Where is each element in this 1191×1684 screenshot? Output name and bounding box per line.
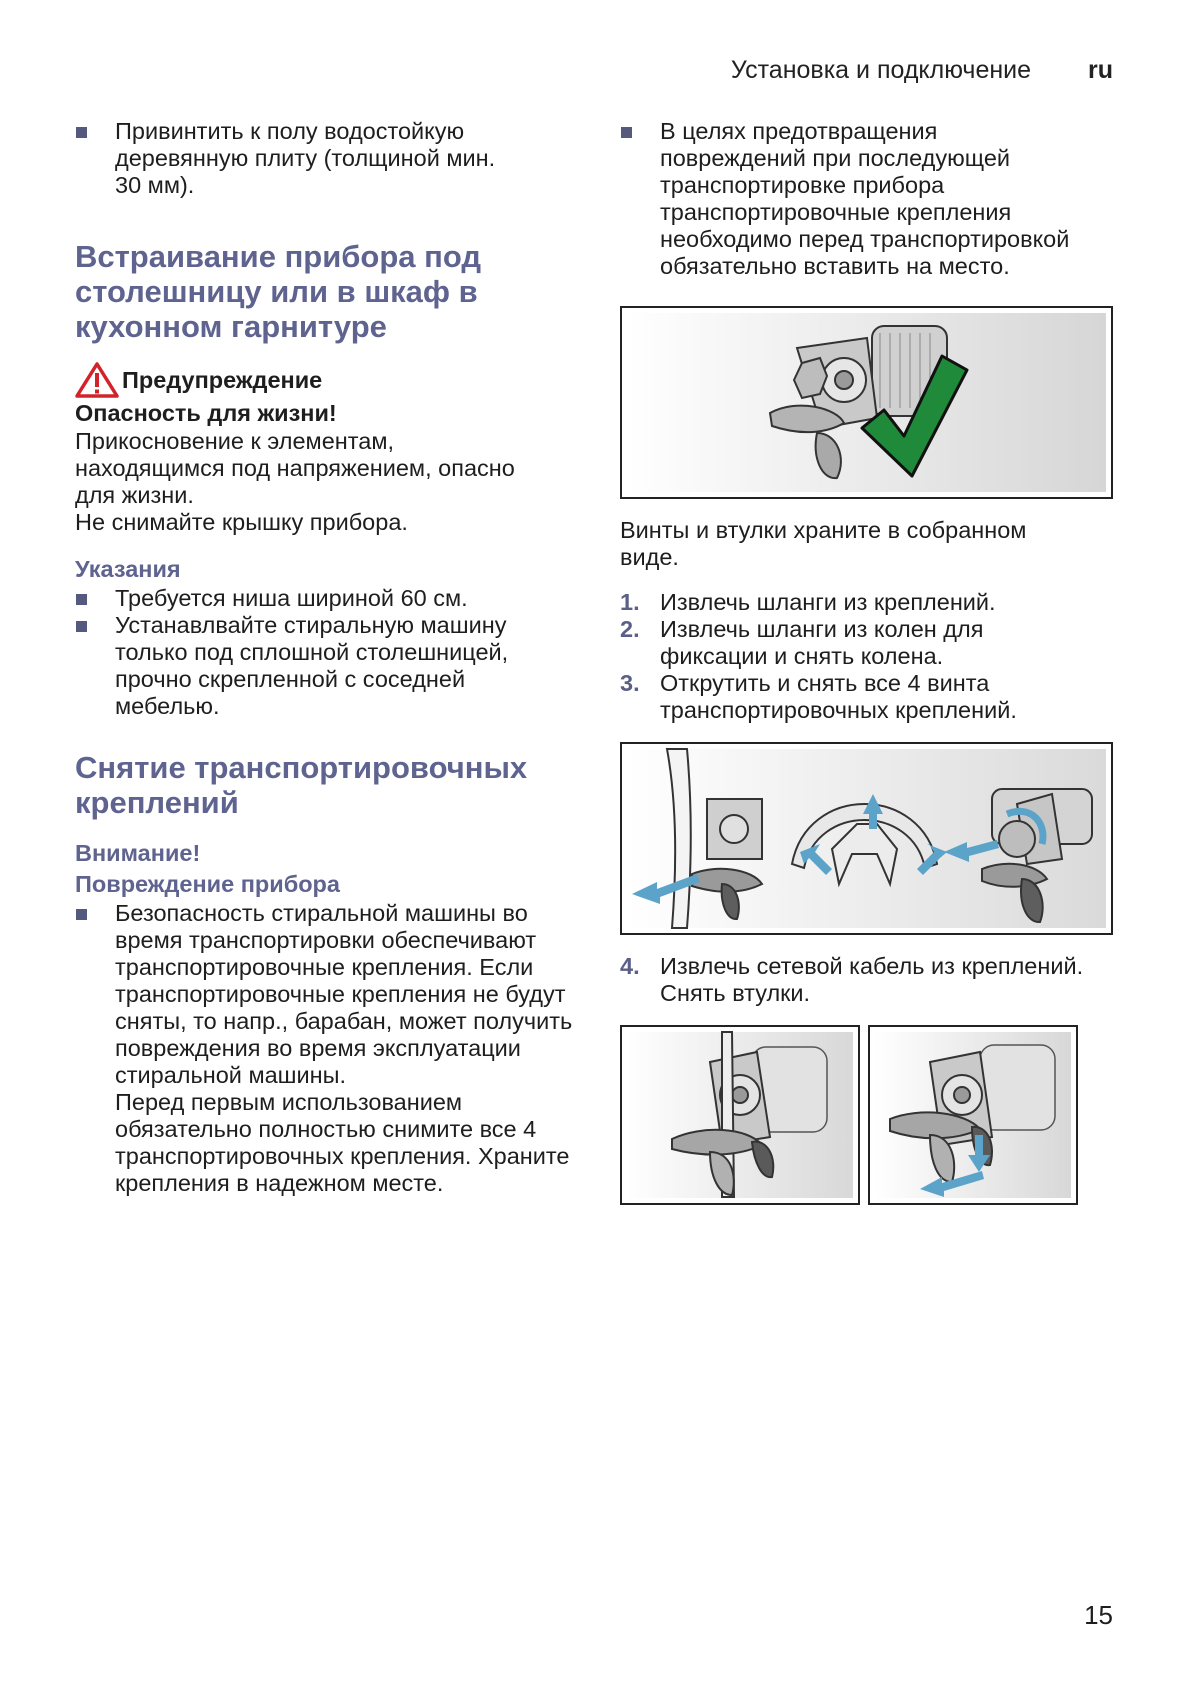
- page-number: 15: [1084, 1600, 1113, 1630]
- remove-hoses-illustration: [622, 744, 1111, 933]
- page-header: [731, 56, 1113, 85]
- figure-assembled-fastener: [620, 306, 1113, 499]
- section-title: Установка и подключение: [730, 56, 1032, 84]
- warning-danger: Опасность для жизни!: [75, 400, 337, 426]
- cable-fastener-illustration: [622, 1027, 858, 1203]
- right-column: [620, 118, 1120, 1205]
- figure-row-cable: [620, 1025, 1120, 1205]
- warning-triangle-icon: [75, 362, 119, 398]
- warning-text-4: Не снимайте крышку прибора.: [75, 509, 408, 535]
- notes-heading: Указания: [75, 556, 181, 582]
- step-item: 4. Извлечь сетевой кабель из креплений. Снять втулки.: [620, 953, 1084, 1006]
- warning-title: Предупреждение: [122, 367, 323, 393]
- warning-text-3: для жизни.: [75, 482, 194, 508]
- heading-transport: Снятие транспортировочных креплений: [75, 750, 528, 820]
- left-column: [75, 118, 575, 1197]
- step-item: 1. Извлечь шланги из креплений.: [620, 589, 996, 615]
- bullet-intro: Привинтить к полу водостойкую деревянную плиту (толщиной мин. 30 мм).: [75, 118, 515, 199]
- language-code: ru: [1088, 56, 1113, 84]
- note-item: Устанавлвайте стиральную машину только под сплошной столешницей, прочно скрепленной с соседней мебелью.: [75, 612, 535, 720]
- remove-sleeve-illustration: [870, 1027, 1076, 1203]
- assembled-fastener-illustration: [622, 308, 1111, 497]
- warning-block: [75, 362, 575, 536]
- figure-cable-fastener: [620, 1025, 860, 1205]
- caution-bullet: [75, 900, 575, 1197]
- bullet-prevent: В целях предотвращения повреждений при последующей транспортировке прибора транспортировочные крепления необходимо перед транспортировкой обязательно вставить на место.: [620, 118, 1080, 280]
- figure-remove-sleeve: [868, 1025, 1078, 1205]
- warning-title-row: [75, 362, 575, 398]
- caution-subheading: Повреждение прибора: [75, 871, 340, 897]
- step-item: 3. Открутить и снять все 4 винта транспортировочных креплений.: [620, 670, 1017, 723]
- steps-list: [620, 589, 1060, 724]
- step-item: 2. Извлечь шланги из колен для фиксации и снять колена.: [620, 616, 984, 669]
- store-text: Винты и втулки храните в собранном виде.: [620, 517, 1027, 570]
- warning-text-2: находящимся под напряжением, опасно: [75, 455, 515, 481]
- warning-text-1: Прикосновение к элементам,: [75, 428, 395, 454]
- heading-builtin: Встраивание прибора под столешницу или в шкаф в кухонном гарнитуре: [75, 239, 482, 344]
- caution-text-1: Безопасность стиральной машины во время транспортировки обеспечивают транспортировочные крепления. Если транспортировочные крепления не будут сняты, то напр., барабан, может получить повреждения во время эксплуатации стиральной машины.: [115, 900, 573, 1088]
- caution-heading: Внимание!: [75, 840, 201, 866]
- note-item: Требуется ниша шириной 60 см.: [75, 585, 575, 612]
- caution-text-2: Перед первым использованием обязательно полностью снимите все 4 транспортировочных крепления. Храните крепления в надежном месте.: [115, 1089, 570, 1196]
- figure-remove-hoses: [620, 742, 1113, 935]
